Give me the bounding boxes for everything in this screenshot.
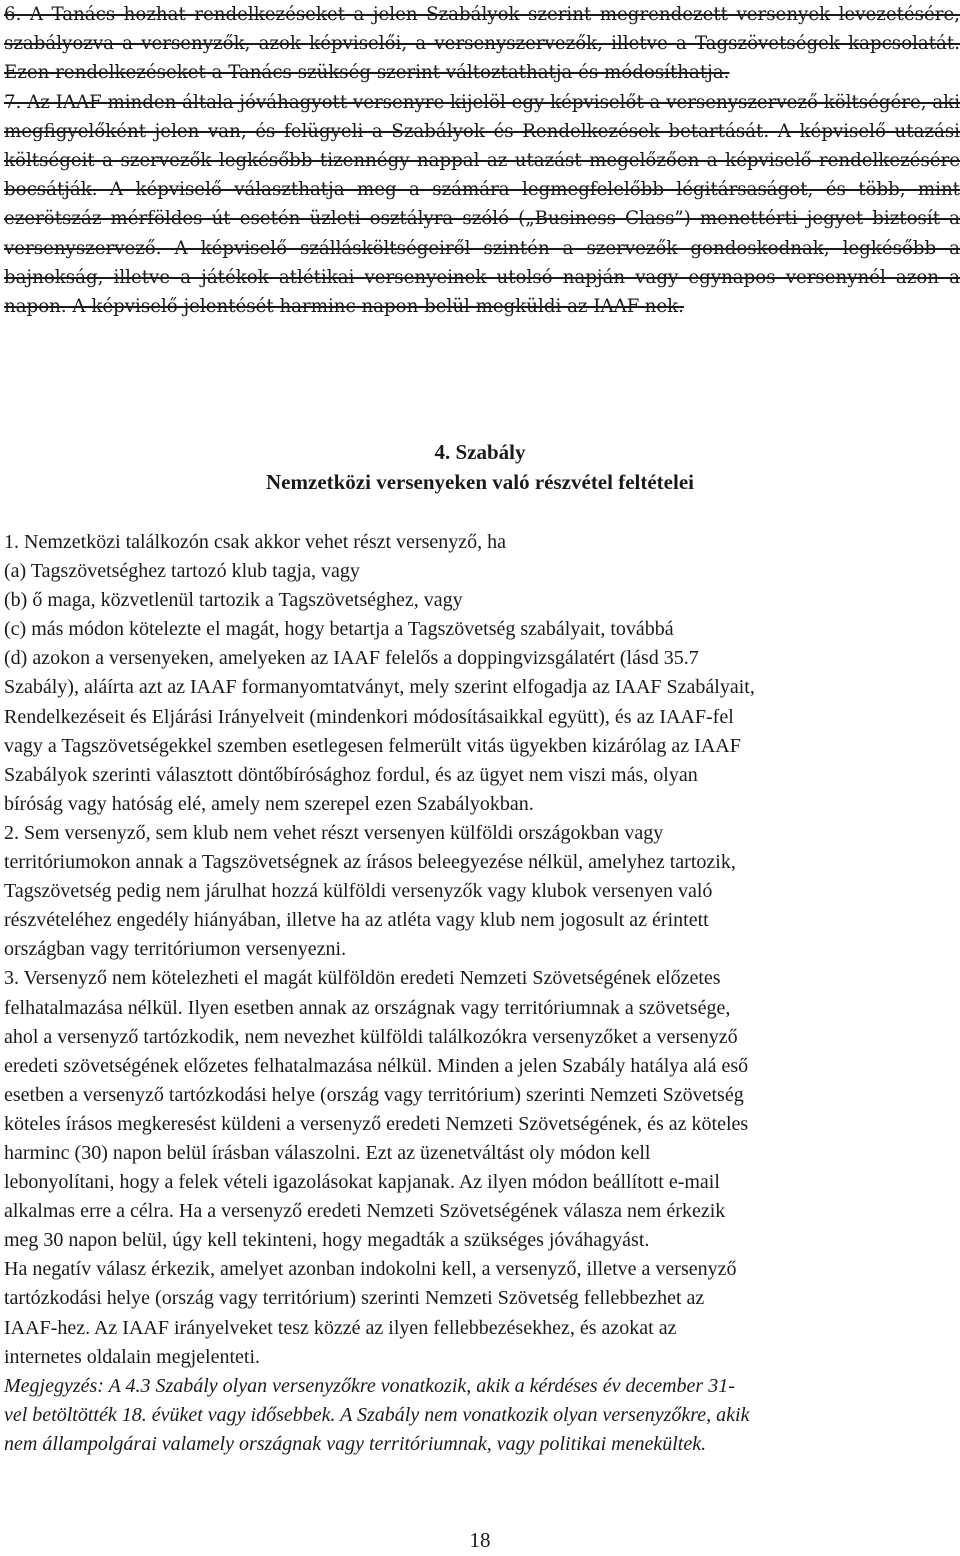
body-line: Ha negatív válasz érkezik, amelyet azonban indokolni kell, a versenyző, illetve a versenyző xyxy=(4,1258,737,1281)
body-line: 1. Nemzetközi találkozón csak akkor vehet részt versenyző, ha xyxy=(4,531,507,553)
struck-paragraph-7: 7. Az IAAF minden általa jóváhagyott versenyre kijelöl egy képviselőt a versenyszervező költségére, aki megfigyelőként jelen van, és felügyeli a Szabályok és Rendelkezések betartását. A képviselő utazási költségeit a szervezők legkésőbb tizennégy nappal az utazást megelőzően a képviselő rendelkezésére bocsátják. A képviselő választhatja meg a számára legmegfelelőbb légitársaságot, és több, mint ezerötszáz mérföldes út esetén üzleti osztályra szóló („Business Class”) menettérti jegyet biztosít a versenyszervező. A képviselő szállásköltségeiről szintén a szervezők gondoskodnak, legkésőbb a bajnokság, illetve a játékok atlétikai versenyeinek utolsó napján vagy egynapos versenynél azon a napon. A képviselő jelentését harminc napon belül megküldi az IAAF-nek. xyxy=(4,91,960,318)
rule-body xyxy=(4,528,954,1459)
body-line: harminc (30) napon belül írásban válaszolni. Ezt az üzenetváltást oly módon kell xyxy=(4,1141,651,1164)
note-line: nem állampolgárai valamely országnak vagy territóriumnak, vagy politikai menekültek. xyxy=(4,1432,707,1455)
body-line: felhatalmazása nélkül. Ilyen esetben annak az országnak vagy territóriumnak a szövetsége, xyxy=(4,996,731,1019)
body-line: (a) Tagszövetséghez tartozó klub tagja, vagy xyxy=(4,560,360,583)
body-line: eredeti szövetségének előzetes felhatalmazása nélkül. Minden a jelen Szabály hatálya alá eső xyxy=(4,1054,749,1077)
body-line: köteles írásos megkeresést küldeni a versenyző eredeti Nemzeti Szövetségének, és az köteles xyxy=(4,1112,749,1135)
body-line: internetes oldalain megjelenteti. xyxy=(4,1345,261,1368)
body-line: országban vagy territóriumon versenyezni. xyxy=(4,938,347,961)
rule-title-heading: Nemzetközi versenyeken való részvétel feltételei xyxy=(266,470,694,494)
body-line: tartózkodási helye (ország vagy territórium) szerinti Nemzeti Szövetség fellebbezhet az xyxy=(4,1287,705,1310)
body-line: 2. Sem versenyző, sem klub nem vehet részt versenyen külföldi országokban vagy xyxy=(4,821,664,844)
body-line: bíróság vagy hatóság elé, amely nem szerepel ezen Szabályokban. xyxy=(4,792,534,815)
struck-paragraph-6: 6. A Tanács hozhat rendelkezéseket a jelen Szabályok szerint megrendezett versenyek levezetésére, szabályozva a versenyzők, azok képviselői, a versenyszervezők, illetve a Tagszövetségek kapcsolatát. Ezen rendelkezéseket a Tanács szükség szerint változtathatja és módosíthatja. xyxy=(4,4,960,84)
body-line: Tagszövetség pedig nem járulhat hozzá külföldi versenyzők vagy klubok versenyen való xyxy=(4,880,713,903)
body-line: territóriumokon annak a Tagszövetségnek az írásos beleegyezése nélkül, amelyhez tartozik, xyxy=(4,851,736,874)
body-line: alkalmas erre a célra. Ha a versenyző eredeti Nemzeti Szövetségének válasza nem érkezik xyxy=(4,1200,726,1223)
body-line: meg 30 napon belül, úgy kell tekinteni, hogy megadták a szükséges jóváhagyást. xyxy=(4,1229,650,1252)
rule-number-heading: 4. Szabály xyxy=(434,440,526,464)
body-line: ahol a versenyző tartózkodik, nem nevezhet külföldi találkozókra versenyzőket a versenyző xyxy=(4,1025,738,1048)
note-line: Megjegyzés: A 4.3 Szabály olyan versenyzőkre vonatkozik, akik a kérdéses év december 31- xyxy=(4,1374,735,1397)
body-line: Szabály), aláírta azt az IAAF formanyomtatványt, mely szerint elfogadja az IAAF Szabályait, xyxy=(4,676,755,699)
body-line: (b) ő maga, közvetlenül tartozik a Tagszövetséghez, vagy xyxy=(4,589,463,612)
struck-out-rules xyxy=(4,0,960,321)
page-number: 18 xyxy=(469,1528,491,1552)
body-line: 3. Versenyző nem kötelezheti el magát külföldön eredeti Nemzeti Szövetségének előzetes xyxy=(4,967,721,990)
body-line: esetben a versenyző tartózkodási helye (ország vagy territórium) szerinti Nemzeti Szövetség xyxy=(4,1083,744,1106)
body-line: Rendelkezéseit és Eljárási Irányelveit (mindenkori módosításaikkal együtt), és az IAAF-fel xyxy=(4,705,734,728)
body-line: IAAF-hez. Az IAAF irányelveket tesz közzé az ilyen fellebbezésekhez, és azokat az xyxy=(4,1316,677,1339)
body-line: (c) más módon kötelezte el magát, hogy betartja a Tagszövetség szabályait, továbbá xyxy=(4,618,674,641)
body-line: Szabályok szerinti választott döntőbírósághoz fordul, és az ügyet nem viszi más, olyan xyxy=(4,763,698,786)
body-line: lebonyolítani, hogy a felek vételi igazolásokat kapjanak. Az ilyen módon beállított e-mail xyxy=(4,1171,720,1194)
body-line: (d) azokon a versenyeken, amelyeken az IAAF felelős a doppingvizsgálatért (lásd 35.7 xyxy=(4,647,699,670)
body-line: részvételéhez engedély hiányában, illetve ha az atléta vagy klub nem jogosult az érintett xyxy=(4,909,709,932)
note-line: vel betöltötték 18. évüket vagy idősebbek. A Szabály nem vonatkozik olyan versenyzőkre, akik xyxy=(4,1403,750,1426)
body-line: vagy a Tagszövetségekkel szemben esetlegesen felmerült vitás ügyekben kizárólag az IAAF xyxy=(4,734,741,757)
